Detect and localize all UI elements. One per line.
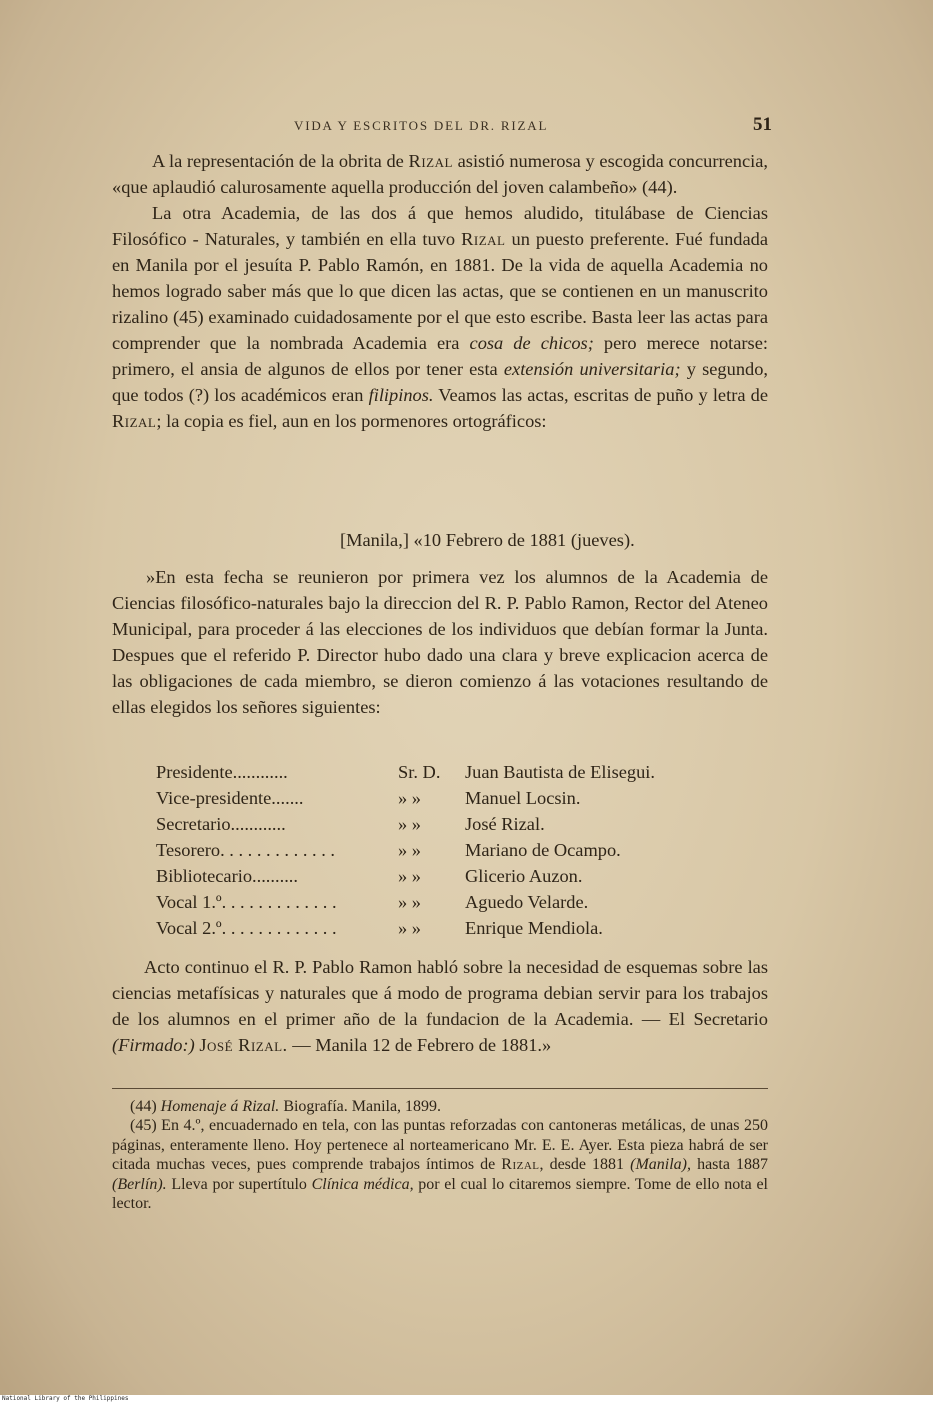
italic-phrase: (Manila),: [630, 1156, 691, 1174]
italic-phrase: Homenaje á Rizal.: [160, 1098, 280, 1115]
page-header: [112, 116, 772, 136]
text-run: Lleva por supertítulo: [166, 1175, 312, 1193]
text-run: un puesto preferente. Fué fundada en Manila por el jesuíta P. Pablo Ramón, en 1881. De la vida de aquella Academia no hemos logrado saber más que lo que dicen las actas, que se contienen en un manuscrito rizalino (45) examinado cuidadosamente por el que esto escribe. Basta leer las actas para comprender que la nombrada Academia era: [112, 229, 768, 353]
paragraph-2: [112, 200, 768, 434]
footnote-number: (44): [130, 1098, 157, 1115]
roster-row: [156, 915, 756, 941]
roster-honorific: » »: [398, 918, 421, 938]
author-name: Rizal: [461, 229, 506, 249]
text-run: asistió numerosa y escogida concurrencia, «que aplaudió calurosamente aquella producción del joven calambeño» (44).: [112, 151, 769, 197]
roster-person: Manuel Locsin.: [465, 788, 581, 808]
roster-role: Bibliotecario..........: [156, 866, 298, 886]
text-run: ; la copia es fiel, aun en los pormenores ortográficos:: [156, 411, 547, 431]
italic-phrase: cosa de chicos;: [469, 333, 594, 353]
roster-row: [156, 889, 756, 915]
author-name: Rizal: [112, 411, 157, 431]
roster-row: [156, 785, 756, 811]
roster-person: Aguedo Velarde.: [465, 892, 589, 912]
author-name: Rizal: [501, 1156, 540, 1174]
text-run: y segundo, que todos (?) los académicos eran: [112, 359, 769, 405]
attribution-text: National Library of the Philippines: [2, 1395, 129, 1402]
italic-phrase: (Berlín).: [112, 1175, 167, 1193]
text-run: hasta 1887: [691, 1156, 769, 1174]
roster-role: Tesorero. . . . . . . . . . . . .: [156, 840, 336, 860]
text-run: A la representación de la obrita de: [152, 151, 409, 171]
roster-row: [156, 837, 756, 863]
text-run: Veamos las actas, escritas de puño y letra de: [433, 385, 768, 405]
roster-honorific: » »: [398, 788, 421, 808]
page-number: 51: [753, 114, 772, 135]
roster-honorific: » »: [398, 840, 421, 860]
text-run: Biografía. Manila, 1899.: [279, 1098, 442, 1115]
roster-role: Vice-presidente.......: [156, 788, 304, 808]
roster-person: José Rizal.: [465, 814, 545, 834]
signature-name: José Rizal.: [199, 1035, 288, 1055]
running-head: VIDA Y ESCRITOS DEL DR. RIZAL: [294, 118, 549, 133]
footnote-number: (45): [130, 1117, 157, 1135]
minutes-text: [112, 564, 768, 720]
roster-honorific: » »: [398, 892, 421, 912]
roster-person: Juan Bautista de Elisegui.: [465, 762, 656, 782]
italic-phrase: filipinos.: [368, 385, 434, 405]
scan-attribution: [0, 1395, 933, 1403]
footnote-44: [112, 1097, 768, 1116]
roster-person: Glicerio Auzon.: [465, 866, 583, 886]
footnote-divider: [112, 1088, 768, 1089]
intro-text: [112, 148, 768, 434]
closing-paragraph: [112, 954, 768, 1058]
paragraph-1: [112, 148, 768, 200]
roster-person: Mariano de Ocampo.: [465, 840, 621, 860]
officer-roster: [156, 759, 756, 941]
minutes-closing: [112, 954, 768, 1058]
text-run: La otra Academia, de las dos á que hemos aludido, titulábase de Ciencias Filosófico - Naturales, y también en ella tuvo: [112, 203, 768, 249]
roster-row: [156, 811, 756, 837]
footnote-45: [112, 1116, 768, 1213]
roster-role: Presidente............: [156, 762, 288, 782]
roster-honorific: » »: [398, 814, 421, 834]
text-run: — Manila 12 de Febrero de 1881.»: [287, 1035, 552, 1055]
roster-row: [156, 863, 756, 889]
roster-role: Secretario............: [156, 814, 286, 834]
text-run: por el cual lo citaremos siempre. Tome de ello nota el lector.: [112, 1175, 769, 1213]
author-name: Rizal: [408, 151, 453, 171]
text-run: Acto continuo el R. P. Pablo Ramon habló sobre la necesidad de esquemas sobre las ciencias metafísicas y naturales que á modo de programa debian servir para los trabajos de los alumnos en el primer año de la fundacion de la Academia. — El Secretario: [112, 957, 768, 1029]
roster-person: Enrique Mendiola.: [465, 918, 603, 938]
italic-phrase: extensión universitaria;: [503, 359, 681, 379]
italic-phrase: Clínica médica,: [311, 1175, 414, 1193]
roster-role: Vocal 2.º. . . . . . . . . . . . .: [156, 918, 337, 938]
text-run: pero merece notarse: primero, el ansia de algunos de ellos por tener esta: [112, 333, 768, 379]
roster-honorific: Sr. D.: [398, 762, 441, 782]
minutes-dateline: [Manila,] «10 Febrero de 1881 (jueves).: [340, 530, 635, 550]
roster-role: Vocal 1.º. . . . . . . . . . . . .: [156, 892, 337, 912]
italic-phrase: (Firmado:): [112, 1035, 195, 1055]
text-run: En 4.º, encuadernado en tela, con las puntas reforzadas con cantoneras metálicas, de unas 250 páginas, enteramente lleno. Hoy pertenece al norteamericano Mr. E. E. Ayer. Esta pieza habrá de ser citada muchas veces, pues comprende trabajos íntimos de: [112, 1117, 768, 1174]
footnotes: [112, 1097, 768, 1213]
roster-honorific: » »: [398, 866, 421, 886]
text-run: , desde 1881: [539, 1156, 631, 1174]
minutes-paragraph: »En esta fecha se reunieron por primera vez los alumnos de la Academia de Ciencias filosófico-naturales bajo la direccion del R. P. Pablo Ramon, Rector del Ateneo Municipal, para proceder á las elecciones de los individuos que debían formar la Junta. Despues que el referido P. Director hubo dado una clara y breve explicacion acerca de las obligaciones de cada miembro, se dieron comienzo á las votaciones resultando de ellas elegidos los señores siguientes:: [112, 567, 768, 717]
roster-row: [156, 759, 756, 785]
